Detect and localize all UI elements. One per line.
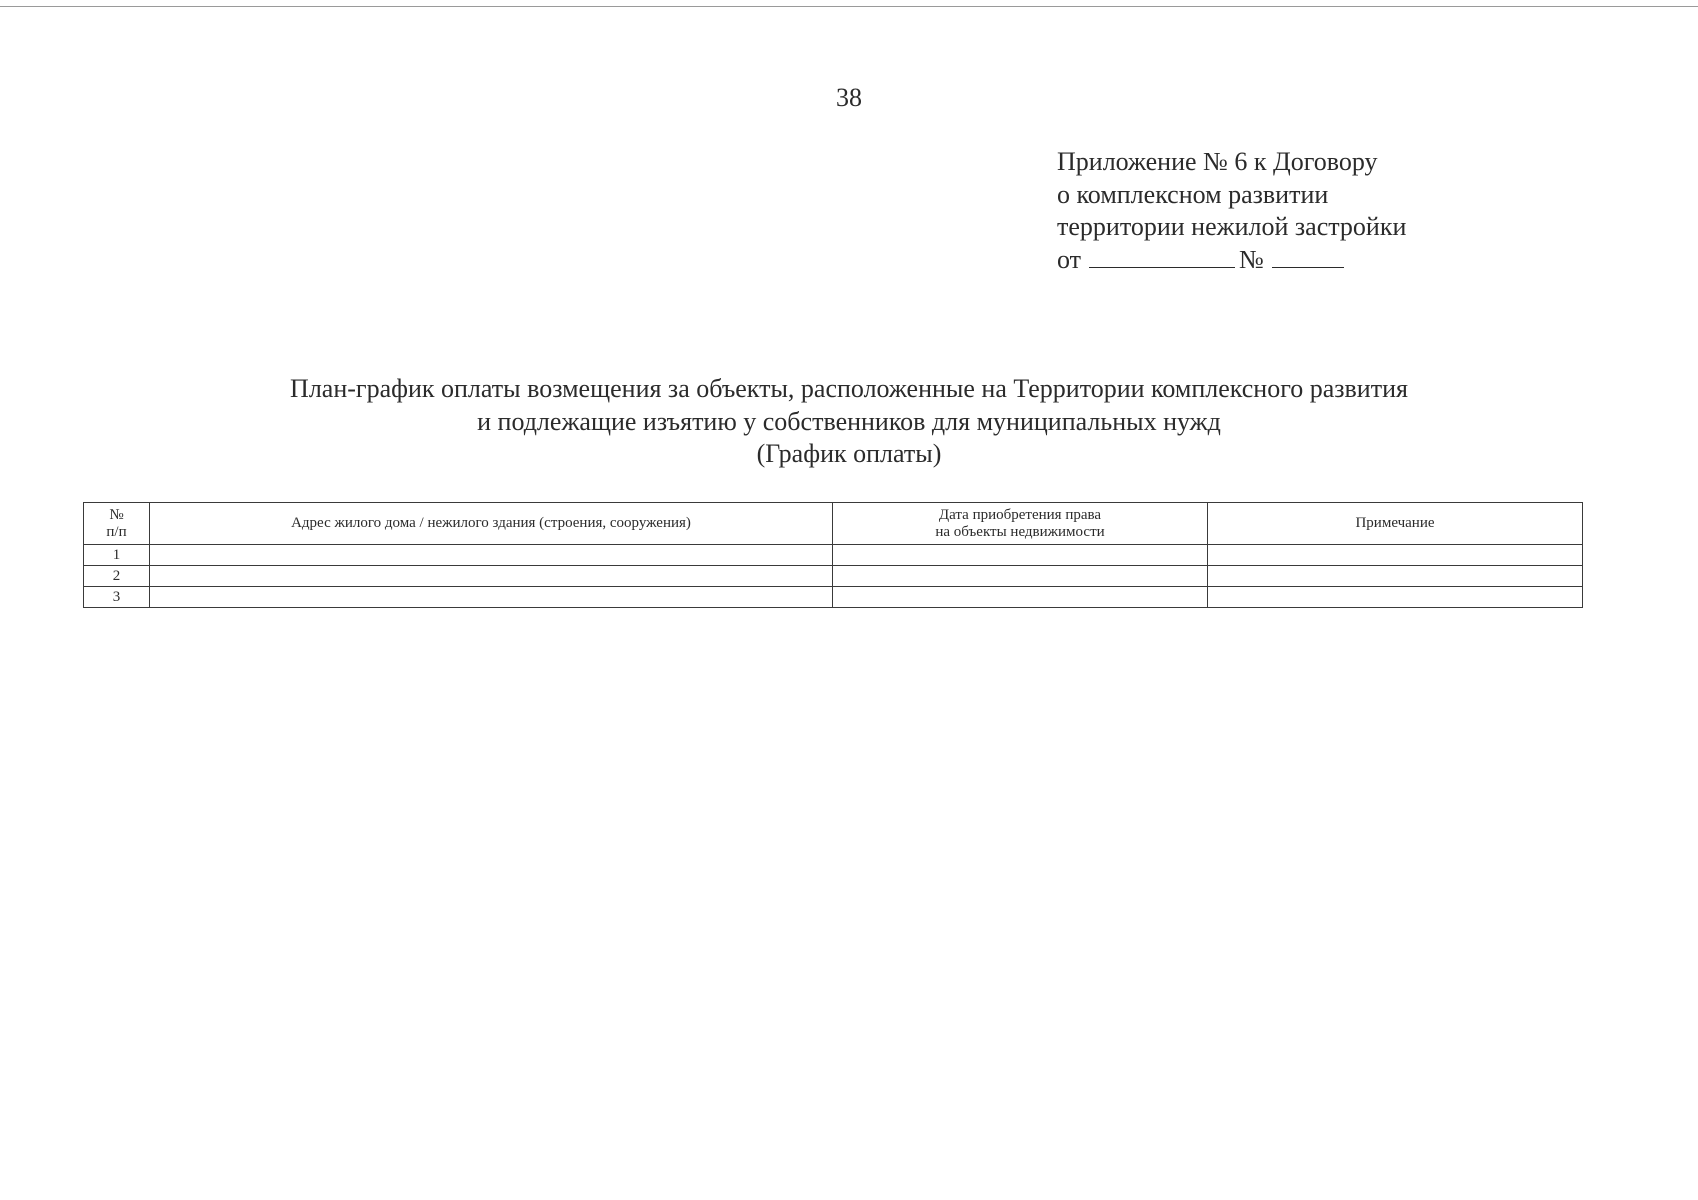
header-address: Адрес жилого дома / нежилого здания (строения, сооружения) <box>150 503 833 545</box>
appendix-line-1: Приложение № 6 к Договору <box>1057 147 1378 176</box>
table-row <box>84 545 1583 566</box>
appendix-line-4 <box>1057 244 1406 277</box>
table-row <box>84 566 1583 587</box>
row-number-cell: 2 <box>84 566 150 587</box>
date-blank-field <box>1089 245 1235 268</box>
number-blank-field <box>1272 245 1344 268</box>
table-row <box>84 587 1583 608</box>
title-line-3: (График оплаты) <box>756 439 942 468</box>
header-number-line-2: п/п <box>106 523 127 540</box>
header-note: Примечание <box>1208 503 1583 545</box>
table-header-row <box>84 503 1583 545</box>
row-address-cell <box>150 566 833 587</box>
top-scan-edge-line <box>0 6 1698 7</box>
header-number <box>84 503 150 545</box>
header-date-line-1: Дата приобретения права <box>938 506 1102 523</box>
row-address-cell <box>150 587 833 608</box>
number-label: № <box>1239 244 1264 274</box>
row-note-cell <box>1208 566 1583 587</box>
header-acquisition-date <box>833 503 1208 545</box>
row-number-cell: 3 <box>84 587 150 608</box>
payment-schedule-table <box>83 502 1583 608</box>
header-date-line-2: на объекты недвижимости <box>935 523 1105 540</box>
row-date-cell <box>833 566 1208 587</box>
from-label: от <box>1057 244 1082 274</box>
header-number-line-1: № <box>109 506 124 523</box>
row-note-cell <box>1208 545 1583 566</box>
row-number-cell: 1 <box>84 545 150 566</box>
row-address-cell <box>150 545 833 566</box>
appendix-line-3: территории нежилой застройки <box>1057 212 1407 241</box>
document-title <box>0 373 1698 471</box>
row-date-cell <box>833 587 1208 608</box>
row-note-cell <box>1208 587 1583 608</box>
title-line-2: и подлежащие изъятию у собственников для муниципальных нужд <box>477 406 1221 436</box>
page-number: 38 <box>836 83 862 112</box>
appendix-reference <box>1057 146 1406 276</box>
appendix-line-2: о комплексном развитии <box>1057 179 1329 209</box>
row-date-cell <box>833 545 1208 566</box>
title-line-1: План-график оплаты возмещения за объекты, расположенные на Территории комплексного развития <box>290 374 1408 403</box>
